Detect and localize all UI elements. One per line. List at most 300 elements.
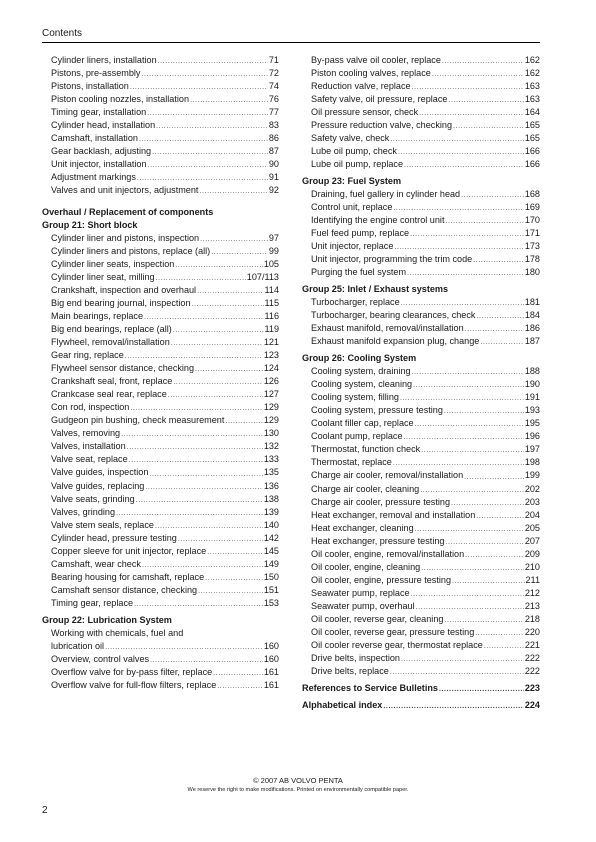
toc-entry-title: Camshaft, installation xyxy=(51,133,138,144)
toc-entry-page-number: 198 xyxy=(524,457,540,468)
dot-leader xyxy=(398,148,524,158)
toc-entry-lube-oil-pump-check[interactable] xyxy=(302,145,540,158)
toc-entry-title: References to Service Bulletins xyxy=(302,682,438,693)
dot-leader xyxy=(400,394,524,404)
toc-entry-fuel-feed-pump-replace[interactable] xyxy=(302,227,540,240)
dot-leader xyxy=(178,535,263,545)
toc-entry-title: Camshaft, wear check xyxy=(51,558,141,569)
toc-entry-draining-fuel-gallery-in-cylinder-head[interactable] xyxy=(302,188,540,201)
toc-entry-title: Main bearings, replace xyxy=(51,311,143,322)
toc-entry-reduction-valve-replace[interactable] xyxy=(302,80,540,93)
dot-leader xyxy=(129,456,263,466)
toc-entry-title: Big end bearings, replace (all) xyxy=(51,324,172,335)
toc-entry-adjustment-markings[interactable] xyxy=(42,171,279,184)
toc-entry-cooling-system-filling[interactable] xyxy=(302,391,540,404)
dot-leader xyxy=(412,368,524,378)
toc-entry-title: Thermostat, function check xyxy=(311,444,421,455)
toc-entry-title: Cooling system, pressure testing xyxy=(311,405,443,416)
toc-entry-title: Cooling system, filling xyxy=(311,392,399,403)
toc-entry-overview-control-valves[interactable] xyxy=(42,653,279,666)
toc-entry-page-number: 86 xyxy=(268,133,279,144)
dot-leader xyxy=(445,217,523,227)
toc-entry-title: By-pass valve oil cooler, replace xyxy=(311,55,441,65)
dot-leader xyxy=(205,574,263,584)
toc-entry-main-bearings-replace[interactable] xyxy=(42,310,279,323)
toc-entry-oil-cooler-reverse-gear-thermostat-replace[interactable] xyxy=(302,639,540,652)
toc-entry-page-number: 149 xyxy=(263,558,279,569)
toc-entry-title: Timing gear, replace xyxy=(51,597,134,608)
page-number: 2 xyxy=(42,805,48,816)
toc-entry-page-number: 76 xyxy=(268,94,279,105)
toc-entry-title: Oil pressure sensor, check xyxy=(311,107,419,118)
toc-entry-valve-stem-seals-replace[interactable] xyxy=(42,519,279,532)
toc-entry-page-number: 126 xyxy=(263,376,279,387)
toc-entry-title: Exhaust manifold, removal/installation xyxy=(311,323,464,334)
toc-entry-oil-cooler-engine-removal-installation[interactable] xyxy=(302,548,540,561)
toc-entry-page-number: 163 xyxy=(524,94,540,105)
toc-entry-pistons-installation[interactable] xyxy=(42,80,279,93)
toc-entry-title: Valves, grinding xyxy=(51,506,116,517)
toc-entry-page-number: 199 xyxy=(524,470,540,481)
toc-entry-title: Pressure reduction valve, checking xyxy=(311,120,453,131)
toc-entry-valve-guides-replacing[interactable] xyxy=(42,480,279,493)
toc-entry-title: Draining, fuel gallery in cylinder head xyxy=(311,189,461,200)
dot-leader xyxy=(439,685,524,695)
toc-entry-heat-exchanger-removal-and-installation[interactable] xyxy=(302,509,540,522)
toc-entry-title: Oil cooler, reverse gear, pressure testing xyxy=(311,626,475,637)
toc-entry-timing-gear-replace[interactable] xyxy=(42,597,279,610)
toc-entry-title: Unit injector, installation xyxy=(51,159,147,170)
toc-entry-title: Flywheel, removal/installation xyxy=(51,337,170,348)
toc-entry-page-number: 127 xyxy=(263,389,279,400)
toc-entry-charge-air-cooler-pressure-testing[interactable] xyxy=(302,496,540,509)
toc-entry-title: Big end bearing journal, inspection xyxy=(51,298,191,309)
toc-entry-page-number: 142 xyxy=(263,532,279,543)
dot-leader xyxy=(444,616,523,626)
toc-entry-overflow-valve-for-by-pass-filter-replace[interactable] xyxy=(42,666,279,679)
toc-entry-camshaft-wear-check[interactable] xyxy=(42,558,279,571)
toc-entry-heat-exchanger-cleaning[interactable] xyxy=(302,522,540,535)
toc-entry-seawater-pump-overhaul[interactable] xyxy=(302,600,540,613)
dot-leader xyxy=(407,269,524,279)
dot-leader xyxy=(150,656,263,666)
toc-entry-oil-cooler-reverse-gear-cleaning[interactable] xyxy=(302,613,540,626)
toc-entry-unit-injector-programming-the-trim-code[interactable] xyxy=(302,253,540,266)
dot-leader xyxy=(148,161,268,171)
toc-entry-page-number: 162 xyxy=(524,68,540,79)
toc-entry-cooling-system-pressure-testing[interactable] xyxy=(302,404,540,417)
toc-entry-cylinder-liners-and-pistons-replace-all[interactable] xyxy=(42,245,279,258)
toc-entry-oil-cooler-engine-pressure-testing[interactable] xyxy=(302,574,540,587)
toc-entry-cylinder-liner-seats-inspection[interactable] xyxy=(42,258,279,271)
toc-entry-cylinder-head-installation[interactable] xyxy=(42,119,279,132)
toc-entry-valves-removing[interactable] xyxy=(42,427,279,440)
dot-leader xyxy=(420,486,524,496)
toc-entry-timing-gear-installation[interactable] xyxy=(42,106,279,119)
toc-entry-page-number: 190 xyxy=(524,379,540,390)
toc-entry-title: Gear ring, replace xyxy=(51,350,124,361)
toc-entry-unit-injector-installation[interactable] xyxy=(42,158,279,171)
toc-entry-alphabetical-index[interactable] xyxy=(302,699,540,712)
dot-leader xyxy=(453,122,524,132)
toc-entry-page-number: 138 xyxy=(263,493,279,504)
dot-leader xyxy=(158,57,268,67)
toc-entry-coolant-filler-cap-replace[interactable] xyxy=(302,417,540,430)
toc-entry-page-number: 132 xyxy=(263,441,279,452)
toc-entry-page-number: 119 xyxy=(264,324,279,335)
toc-entry-valves-installation[interactable] xyxy=(42,440,279,453)
toc-entry-title: Oil cooler, engine, cleaning xyxy=(311,561,421,572)
toc-entry-page-number: 161 xyxy=(263,679,279,690)
toc-entry-title: Flywheel sensor distance, checking xyxy=(51,363,195,374)
toc-entry-title: Heat exchanger, removal and installation xyxy=(311,509,476,520)
toc-entry-camshaft-sensor-distance-checking[interactable] xyxy=(42,584,279,597)
toc-entry-title: Valve stem seals, replace xyxy=(51,519,154,530)
dot-leader xyxy=(125,352,263,362)
dot-leader xyxy=(145,483,262,493)
toc-entry-seawater-pump-replace[interactable] xyxy=(302,587,540,600)
dot-leader xyxy=(149,470,262,480)
toc-entry-lubrication-oil[interactable] xyxy=(42,640,279,653)
dot-leader xyxy=(451,499,524,509)
toc-entry-page-number: 97 xyxy=(268,233,279,244)
toc-entry-page-number: 83 xyxy=(268,120,279,131)
dot-leader xyxy=(130,83,268,93)
toc-entry-page-number: 140 xyxy=(263,519,279,530)
toc-entry-title: Thermostat, replace xyxy=(311,457,392,468)
toc-entry-page-number: 195 xyxy=(524,418,540,429)
toc-entry-page-number: 145 xyxy=(263,545,279,556)
dot-leader xyxy=(127,443,263,453)
toc-entry-title: Charge air cooler, removal/installation xyxy=(311,470,464,481)
toc-entry-page-number: 220 xyxy=(524,626,540,637)
toc-entry-crankcase-seal-rear-replace[interactable] xyxy=(42,388,279,401)
toc-entry-page-number: 180 xyxy=(524,267,540,278)
toc-entry-page-number: 166 xyxy=(524,146,540,157)
toc-entry-page-number: 191 xyxy=(524,392,540,403)
toc-entry-drive-belts-replace[interactable] xyxy=(302,665,540,678)
toc-entry-pressure-reduction-valve-checking[interactable] xyxy=(302,119,540,132)
toc-entry-title: Valve seat, replace xyxy=(51,454,128,465)
toc-entry-title: Gudgeon pin bushing, check measurement xyxy=(51,415,225,426)
toc-entry-title: Cylinder liner seats, inspection xyxy=(51,259,175,270)
toc-entry-title: Heat exchanger, pressure testing xyxy=(311,535,445,546)
toc-entry-piston-cooling-valves-replace[interactable] xyxy=(302,67,540,80)
toc-entry-gudgeon-pin-bushing-check-measurement[interactable] xyxy=(42,414,279,427)
toc-entry-oil-cooler-reverse-gear-pressure-testing[interactable] xyxy=(302,626,540,639)
toc-entry-title: Cylinder head, installation xyxy=(51,120,156,131)
toc-entry-page-number: 202 xyxy=(524,483,540,494)
toc-entry-title: Valve guides, inspection xyxy=(51,467,149,478)
toc-entry-control-unit-replace[interactable] xyxy=(302,201,540,214)
toc-entry-valve-guides-inspection[interactable] xyxy=(42,466,279,479)
dot-leader xyxy=(393,204,523,214)
toc-entry-title: Cooling system, cleaning xyxy=(311,379,413,390)
toc-entry-by-pass-valve-oil-cooler-replace[interactable] xyxy=(302,54,540,67)
toc-entry-page-number: 77 xyxy=(268,107,279,118)
toc-entry-valves-and-unit-injectors-adjustment[interactable] xyxy=(42,184,279,197)
toc-entry-page-number: 205 xyxy=(524,522,540,533)
dot-leader xyxy=(192,300,264,310)
toc-entry-gear-backlash-adjusting[interactable] xyxy=(42,145,279,158)
dot-leader xyxy=(421,446,524,456)
dot-leader xyxy=(465,325,524,335)
toc-entry-title: Valves and unit injectors, adjustment xyxy=(51,185,199,196)
dot-leader xyxy=(480,338,523,348)
toc-entry-lube-oil-pump-replace[interactable] xyxy=(302,158,540,171)
toc-entry-references-to-service-bulletins[interactable] xyxy=(302,682,540,695)
dot-leader xyxy=(404,433,524,443)
dot-leader xyxy=(195,365,263,375)
toc-entry-safety-valve-check[interactable] xyxy=(302,132,540,145)
toc-entry-con-rod-inspection[interactable] xyxy=(42,401,279,414)
toc-entry-thermostat-replace[interactable] xyxy=(302,456,540,469)
toc-entry-title: Seawater pump, overhaul xyxy=(311,600,415,611)
dot-leader xyxy=(175,261,262,271)
dot-leader xyxy=(121,430,263,440)
toc-entry-page-number: 91 xyxy=(268,172,279,183)
toc-entry-page-number: 161 xyxy=(263,666,279,677)
toc-entry-coolant-pump-replace[interactable] xyxy=(302,430,540,443)
toc-entry-gear-ring-replace[interactable] xyxy=(42,349,279,362)
toc-entry-page-number: 150 xyxy=(263,571,279,582)
toc-entry-thermostat-function-check[interactable] xyxy=(302,443,540,456)
toc-entry-title: Oil cooler, engine, pressure testing xyxy=(311,574,452,585)
toc-right-column xyxy=(302,54,540,712)
toc-entry-page-number: 133 xyxy=(263,454,279,465)
toc-entry-drive-belts-inspection[interactable] xyxy=(302,652,540,665)
toc-entry-page-number: 165 xyxy=(524,133,540,144)
toc-entry-title: Safety valve, oil pressure, replace xyxy=(311,94,448,105)
dot-leader xyxy=(136,496,263,506)
toc-entry-title: Charge air cooler, pressure testing xyxy=(311,496,451,507)
toc-entry-page-number: 130 xyxy=(263,428,279,439)
disclaimer-notice: We reserve the right to make modifications. Printed on environmentally compatible paper. xyxy=(187,787,409,793)
toc-entry-page-number: 115 xyxy=(264,298,279,309)
toc-entry-title: Drive belts, replace xyxy=(311,665,389,676)
toc-entry-page-number: 187 xyxy=(524,336,540,347)
toc-entry-valve-seats-grinding[interactable] xyxy=(42,493,279,506)
dot-leader xyxy=(444,407,524,417)
toc-entry-charge-air-cooler-removal-installation[interactable] xyxy=(302,469,540,482)
dot-leader xyxy=(225,417,262,427)
dot-leader xyxy=(464,473,524,483)
toc-entry-piston-cooling-nozzles-installation[interactable] xyxy=(42,93,279,106)
dot-leader xyxy=(156,122,268,132)
toc-entry-title: Charge air cooler, cleaning xyxy=(311,483,420,494)
toc-entry-page-number: 224 xyxy=(524,699,540,710)
toc-entry-pistons-pre-assembly[interactable] xyxy=(42,67,279,80)
toc-entry-title: Drive belts, inspection xyxy=(311,652,400,663)
dot-leader xyxy=(390,668,524,678)
toc-entry-cylinder-liners-installation[interactable] xyxy=(42,54,279,67)
toc-entry-title: Cylinder liners, installation xyxy=(51,55,157,65)
toc-entry-oil-pressure-sensor-check[interactable] xyxy=(302,106,540,119)
toc-entry-crankshaft-seal-front-replace[interactable] xyxy=(42,375,279,388)
toc-entry-page-number: 121 xyxy=(263,337,279,348)
toc-entry-camshaft-installation[interactable] xyxy=(42,132,279,145)
toc-entry-title: Piston cooling valves, replace xyxy=(311,68,431,79)
toc-entry-cylinder-head-pressure-testing[interactable] xyxy=(42,532,279,545)
toc-entry-page-number: 129 xyxy=(263,415,279,426)
page-header-title: Contents xyxy=(42,28,83,39)
toc-entry-title: Control unit, replace xyxy=(311,202,393,213)
toc-entry-title: Unit injector, replace xyxy=(311,241,394,252)
toc-entry-title: Coolant filler cap, replace xyxy=(311,418,414,429)
toc-entry-page-number: 210 xyxy=(524,561,540,572)
dot-leader xyxy=(171,339,263,349)
toc-entry-title: Exhaust manifold expansion plug, change xyxy=(311,336,480,347)
dot-leader xyxy=(410,230,524,240)
toc-entry-title: Heat exchanger, cleaning xyxy=(311,522,414,533)
toc-entry-title: Coolant pump, replace xyxy=(311,431,403,442)
dot-leader xyxy=(404,161,524,171)
toc-entry-title: Valve guides, replacing xyxy=(51,480,145,491)
toc-entry-crankshaft-inspection-and-overhaul[interactable] xyxy=(42,284,279,297)
toc-entry-heat-exchanger-pressure-testing[interactable] xyxy=(302,535,540,548)
dot-leader xyxy=(401,655,524,665)
toc-entry-page-number: 207 xyxy=(524,535,540,546)
dot-leader xyxy=(217,682,263,692)
toc-entry-page-number: 124 xyxy=(263,363,279,374)
toc-entry-page-number: 129 xyxy=(263,402,279,413)
toc-entry-big-end-bearing-journal-inspection[interactable] xyxy=(42,297,279,310)
toc-entry-title: Oil cooler, reverse gear, cleaning xyxy=(311,613,444,624)
toc-entry-safety-valve-oil-pressure-replace[interactable] xyxy=(302,93,540,106)
copyright-notice: © 2007 AB VOLVO PENTA xyxy=(253,776,343,785)
toc-entry-bearing-housing-for-camshaft-replace[interactable] xyxy=(42,571,279,584)
dot-leader xyxy=(484,642,524,652)
toc-entry-page-number: 90 xyxy=(268,159,279,170)
dot-leader xyxy=(211,248,268,258)
toc-entry-page-number: 72 xyxy=(268,68,279,79)
toc-entry-title: Pistons, pre-assembly xyxy=(51,68,141,79)
dot-leader xyxy=(394,243,523,253)
dot-leader xyxy=(412,83,524,93)
toc-entry-turbocharger-bearing-clearances-check[interactable] xyxy=(302,309,540,322)
toc-entry-page-number: 171 xyxy=(524,228,540,239)
toc-entry-page-number: 168 xyxy=(524,189,540,200)
dot-leader xyxy=(390,135,523,145)
dot-leader xyxy=(415,420,524,430)
toc-entry-page-number: 169 xyxy=(524,202,540,213)
toc-entry-title: Valves, removing xyxy=(51,428,121,439)
toc-entry-turbocharger-replace[interactable] xyxy=(302,296,540,309)
toc-entry-valve-seat-replace[interactable] xyxy=(42,453,279,466)
section-heading-group-26-cooling-system: Group 26: Cooling System xyxy=(302,353,417,364)
dot-leader xyxy=(465,551,524,561)
dot-leader xyxy=(190,96,268,106)
toc-entry-big-end-bearings-replace-all[interactable] xyxy=(42,323,279,336)
toc-entry-copper-sleeve-for-unit-injector-replace[interactable] xyxy=(42,545,279,558)
toc-entry-cylinder-liner-and-pistons-inspection[interactable] xyxy=(42,232,279,245)
toc-entry-page-number: 160 xyxy=(263,640,279,651)
toc-entry-title: Cooling system, draining xyxy=(311,366,411,377)
toc-entry-unit-injector-replace[interactable] xyxy=(302,240,540,253)
dot-leader xyxy=(155,522,263,532)
dot-leader xyxy=(476,312,523,322)
dot-leader xyxy=(141,70,267,80)
toc-entry-page-number: 196 xyxy=(524,431,540,442)
toc-entry-page-number: 218 xyxy=(524,613,540,624)
toc-entry-page-number: 116 xyxy=(264,311,279,322)
toc-entry-title: Oil cooler, engine, removal/installation xyxy=(311,548,465,559)
toc-entry-page-number: 209 xyxy=(524,548,540,559)
toc-entry-page-number: 163 xyxy=(524,81,540,92)
toc-entry-title: Gear backlash, adjusting xyxy=(51,146,152,157)
dot-leader xyxy=(144,313,264,323)
dot-leader xyxy=(461,191,524,201)
toc-entry-page-number: 221 xyxy=(524,639,540,650)
dot-leader xyxy=(197,287,263,297)
toc-entry-page-number: 151 xyxy=(263,584,279,595)
toc-entry-cooling-system-cleaning[interactable] xyxy=(302,378,540,391)
toc-entry-page-number: 92 xyxy=(268,185,279,196)
toc-entry-page-number: 197 xyxy=(524,444,540,455)
toc-entry-exhaust-manifold-expansion-plug-change[interactable] xyxy=(302,335,540,348)
dot-leader xyxy=(213,669,263,679)
toc-entry-title: Fuel feed pump, replace xyxy=(311,228,410,239)
dot-leader xyxy=(473,256,524,266)
toc-entry-page-number: 105 xyxy=(263,259,279,270)
toc-entry-title: Oil cooler reverse gear, thermostat replace xyxy=(311,639,483,650)
toc-entry-title: Unit injector, programming the trim code xyxy=(311,254,473,265)
toc-left-column xyxy=(42,54,279,692)
toc-entry-valves-grinding[interactable] xyxy=(42,506,279,519)
toc-entry-title: Identifying the engine control unit xyxy=(311,215,445,226)
toc-entry-title: Alphabetical index xyxy=(302,699,383,710)
toc-entry-cylinder-liner-seat-milling[interactable] xyxy=(42,271,279,284)
toc-entry-page-number: 170 xyxy=(524,215,540,226)
toc-entry-title: Lube oil pump, check xyxy=(311,146,397,157)
toc-entry-page-number: 114 xyxy=(264,285,279,296)
toc-entry-page-number: 166 xyxy=(524,159,540,170)
toc-entry-page-number: 173 xyxy=(524,241,540,252)
dot-leader xyxy=(147,109,268,119)
toc-entry-cooling-system-draining[interactable] xyxy=(302,365,540,378)
toc-entry-flywheel-sensor-distance-checking[interactable] xyxy=(42,362,279,375)
toc-entry-page-number: 162 xyxy=(524,55,540,65)
dot-leader xyxy=(173,326,264,336)
toc-entry-exhaust-manifold-removal-installation[interactable] xyxy=(302,322,540,335)
toc-entry-page-number: 212 xyxy=(524,587,540,598)
toc-entry-oil-cooler-engine-cleaning[interactable] xyxy=(302,561,540,574)
toc-entry-purging-the-fuel-system[interactable] xyxy=(302,266,540,279)
dot-leader xyxy=(413,381,524,391)
toc-entry-flywheel-removal-installation[interactable] xyxy=(42,336,279,349)
toc-entry-page-number: 203 xyxy=(524,496,540,507)
toc-entry-title: Crankcase seal rear, replace xyxy=(51,389,167,400)
toc-entry-charge-air-cooler-cleaning[interactable] xyxy=(302,483,540,496)
section-heading-group-22-lubrication-system: Group 22: Lubrication System xyxy=(42,614,172,625)
toc-entry-text-continued: Working with chemicals, fuel and xyxy=(51,627,184,638)
toc-entry-page-number: 164 xyxy=(524,107,540,118)
toc-entry-title: Overflow valve for by-pass filter, replace xyxy=(51,666,213,677)
toc-entry-identifying-the-engine-control-unit[interactable] xyxy=(302,214,540,227)
toc-entry-page-number: 160 xyxy=(263,653,279,664)
toc-entry-overflow-valve-for-full-flow-filters-replace[interactable] xyxy=(42,679,279,692)
toc-entry-page-number: 223 xyxy=(524,682,540,693)
toc-entry-title: Reduction valve, replace xyxy=(311,81,411,92)
toc-entry-title: Overview, control valves xyxy=(51,653,150,664)
toc-entry-title: Overflow valve for full-flow filters, replace xyxy=(51,679,217,690)
toc-entry-page-number: 139 xyxy=(263,506,279,517)
toc-entry-page-number: 193 xyxy=(524,405,540,416)
toc-entry-page-number: 165 xyxy=(524,120,540,131)
dot-leader xyxy=(173,378,263,388)
dot-leader xyxy=(116,509,263,519)
dot-leader xyxy=(411,590,524,600)
